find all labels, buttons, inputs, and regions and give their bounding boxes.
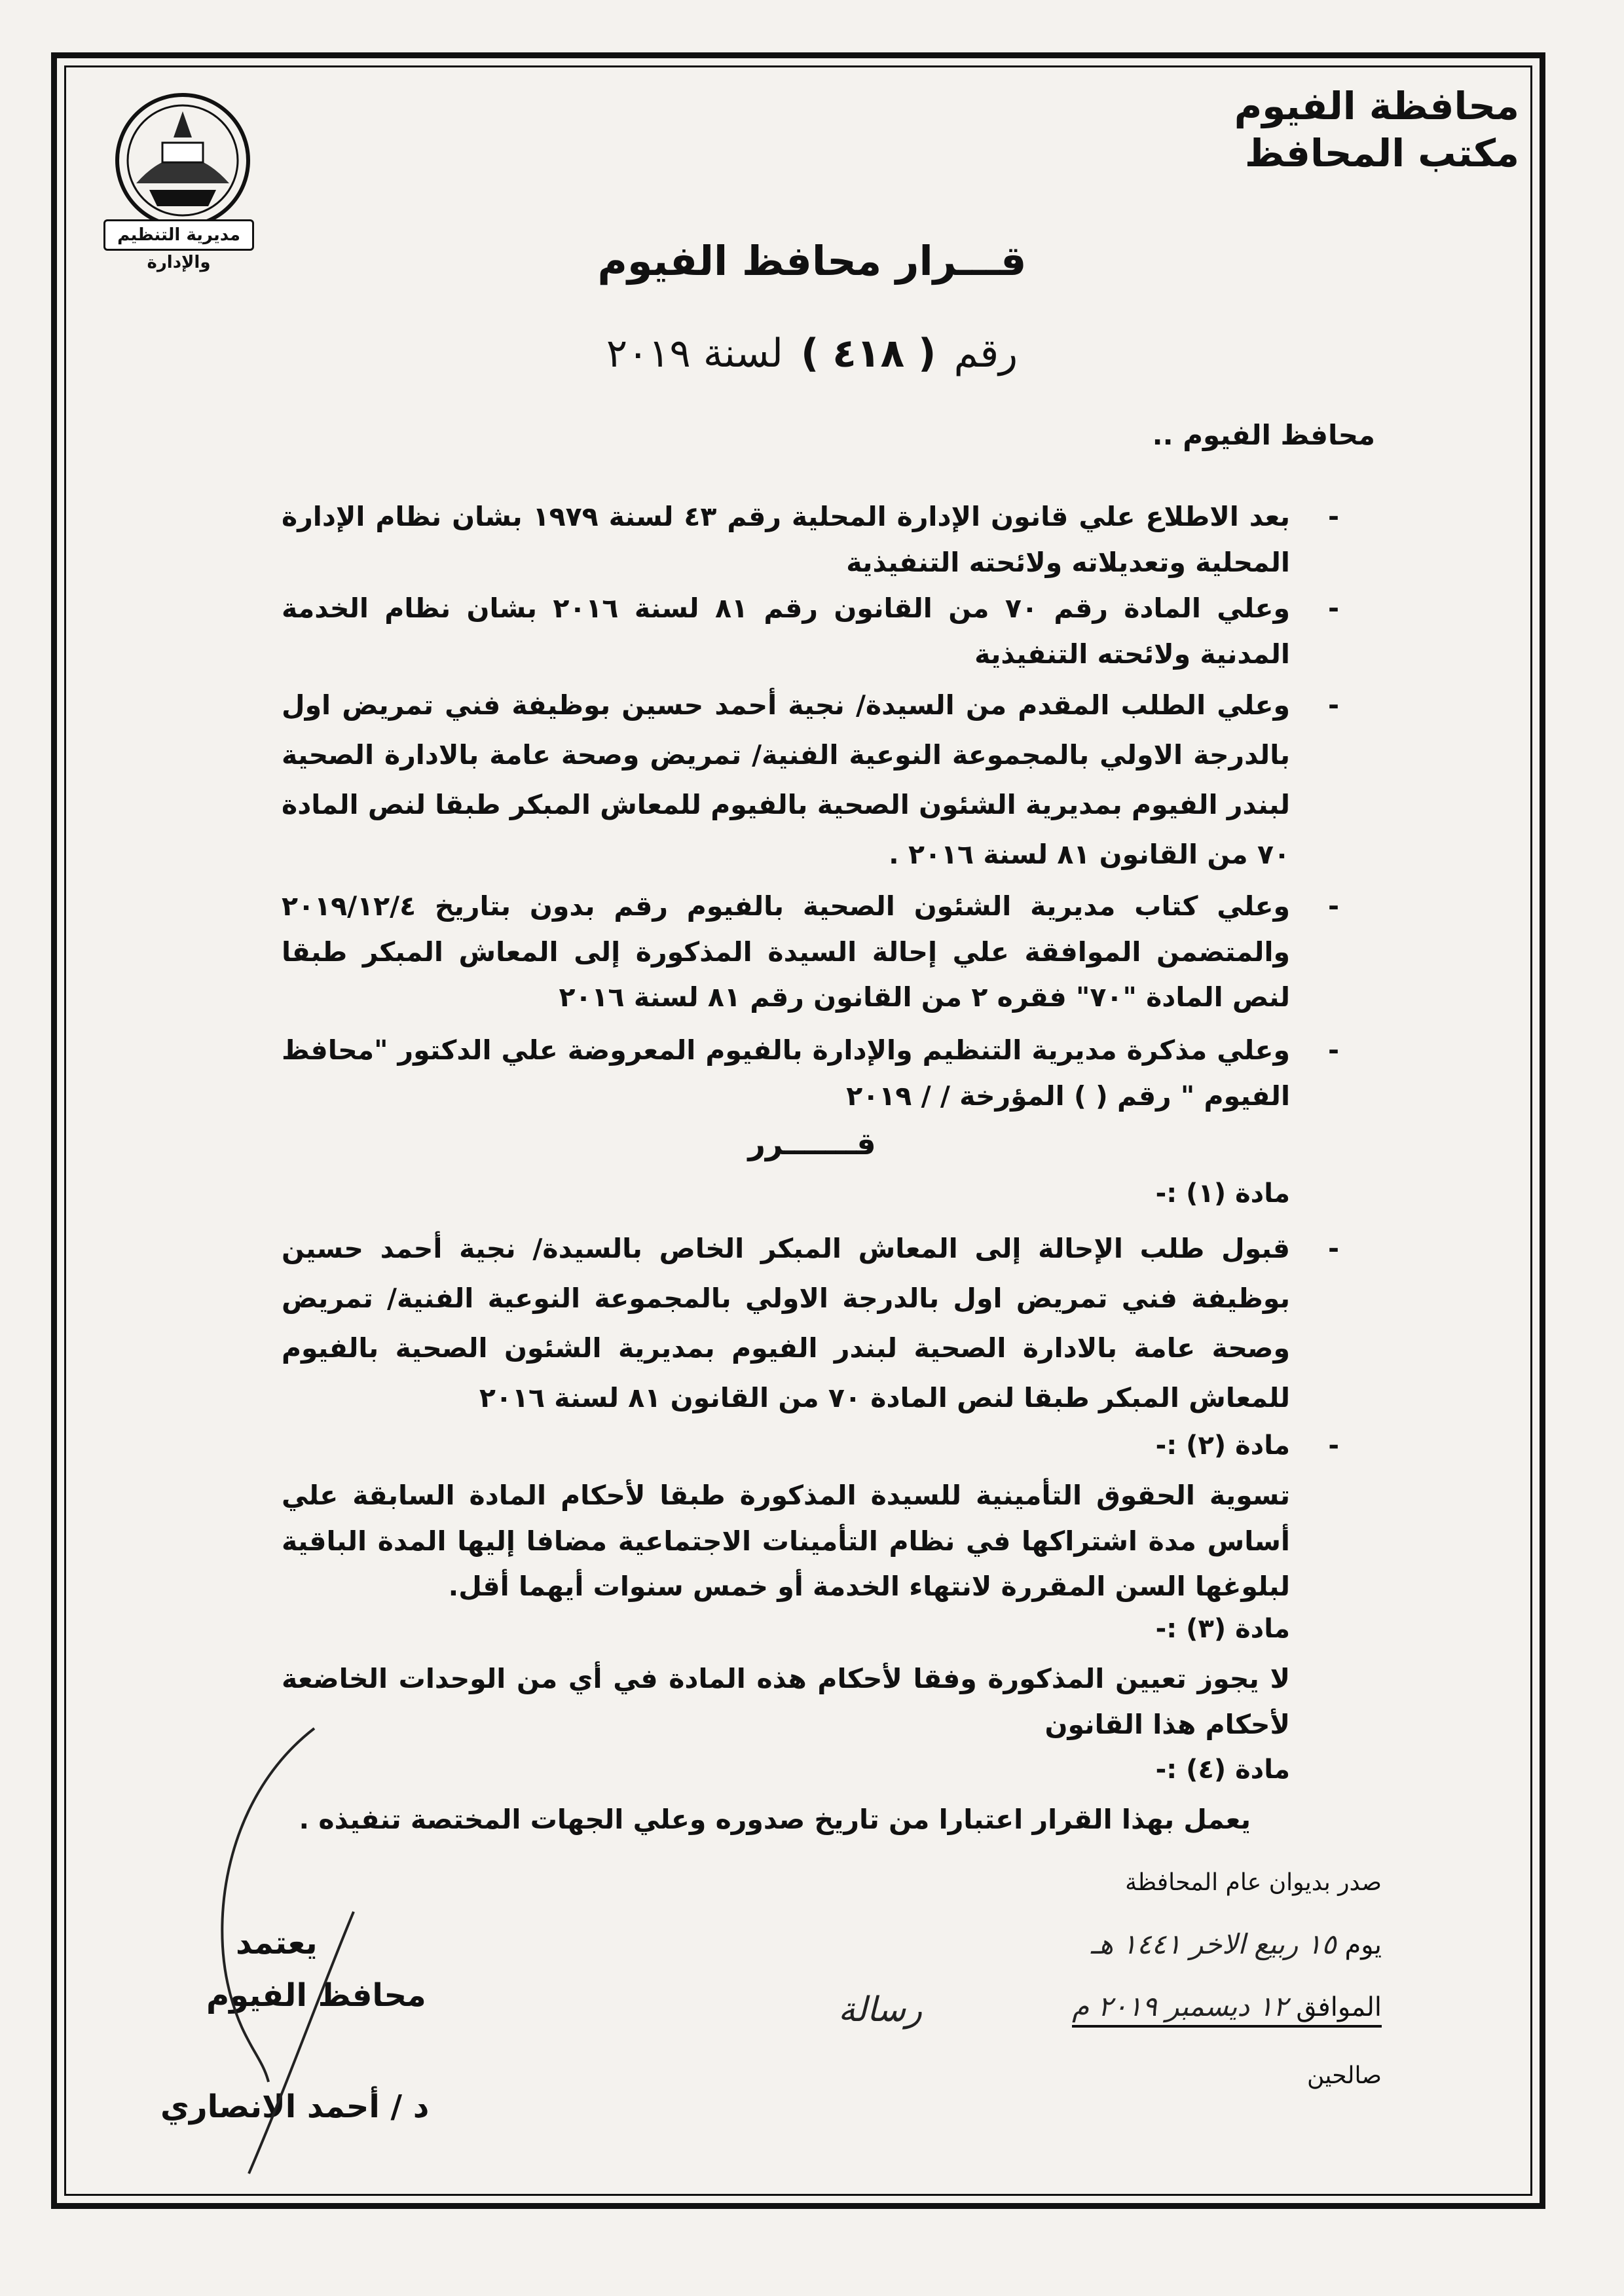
- preamble-item: - وعلي الطلب المقدم من السيدة/ نجية أحمد حسين بوظيفة فني تمريض اول بالدرجة الاولي بالمجموعة النوعية الفنية/ تمريض وصحة عامة بالادارة الصحية لبندر الفيوم بمديرية الشئون الصحية بالفيوم للمعاش المبكر طبقا لنص المادة ٧٠ من القانون ٨١ لسنة ٢٠١٦ .: [282, 681, 1290, 879]
- bullet-dash: -: [1327, 1034, 1339, 1066]
- header-office: مكتب المحافظ: [1244, 131, 1519, 175]
- preamble-item: - وعلي كتاب مديرية الشئون الصحية بالفيوم رقم بدون بتاريخ ٢٠١٩/١٢/٤ والمتضمن الموافقة علي إحالة السيدة المذكورة إلى المعاش المبكر طبقا لنص المادة "٧٠" فقره ٢ من القانون رقم ٨١ لسنة ٢٠١٦: [282, 884, 1290, 1021]
- preamble-item: - وعلي مذكرة مديرية التنظيم والإدارة بالفيوم المعروضة علي الدكتور "محافظ الفيوم " رقم ( ) المؤرخة / / ٢٠١٩: [282, 1028, 1290, 1119]
- article-4-text: يعمل بهذا القرار اعتبارا من تاريخ صدوره وعلي الجهات المختصة تنفيذه .: [299, 1804, 1251, 1835]
- decree-number: ( ٤١٨ ): [800, 331, 936, 376]
- footer-name: صالحين: [1306, 2062, 1382, 2089]
- article-1-text: - قبول طلب الإحالة إلى المعاش المبكر الخاص بالسيدة/ نجية أحمد حسين بوظيفة فني تمريض اول بالدرجة الاولي بالمجموعة النوعية الفنية/ تمريض وصحة عامة بالادارة الصحية لبندر الفيوم بمديرية الشئون الصحية بالفيوم للمعاش المبكر طبقا لنص المادة ٧٠ من القانون ٨١ لسنة ٢٠١٦: [282, 1224, 1290, 1423]
- article-3-heading: مادة (٣) :-: [1155, 1614, 1290, 1644]
- intro-line: محافظ الفيوم ..: [1152, 419, 1375, 451]
- decree-number-line: [0, 331, 1624, 376]
- article-3-text: لا يجوز تعيين المذكورة وفقا لأحكام هذه المادة في أي من الوحدات الخاضعة لأحكام هذا القانون: [282, 1663, 1290, 1740]
- decree-title: قـــرار محافظ الفيوم: [597, 237, 1027, 285]
- bullet-dash: -: [1327, 890, 1339, 922]
- preamble-item: - بعد الاطلاع علي قانون الإدارة المحلية رقم ٤٣ لسنة ١٩٧٩ بشان نظام الإدارة المحلية وتعديلاته ولائحته التنفيذية: [282, 494, 1290, 585]
- bullet-dash: -: [1327, 592, 1339, 624]
- handwritten-initials: رسالة: [838, 1990, 923, 2030]
- handwritten-signature: [190, 1715, 360, 2187]
- greg-date-line: الموافق ١٢ ديسمبر ٢٠١٩ م: [1072, 1990, 1382, 2028]
- bullet-dash: -: [1328, 1430, 1339, 1461]
- governor-name: د / أحمد الانصاري: [160, 2088, 430, 2125]
- bullet-dash: -: [1327, 501, 1339, 532]
- decree-number-prefix: رقم: [953, 331, 1018, 376]
- hijri-date-line: يوم ١٥ ربيع الاخر ١٤٤١ هـ: [1090, 1928, 1382, 1960]
- governorate-seal: [110, 92, 255, 232]
- governor-title: محافظ الفيوم: [206, 1977, 426, 2014]
- approve-label: يعتمد: [236, 1925, 318, 1961]
- seal-label: مديرية التنظيم والإدارة: [103, 219, 254, 251]
- article-1-heading: مادة (١) :-: [1155, 1178, 1290, 1209]
- hijri-date: ١٥ ربيع الاخر ١٤٤١ هـ: [1090, 1928, 1337, 1960]
- header-governorate: محافظة الفيوم: [1234, 84, 1519, 128]
- article-2-text: تسوية الحقوق التأمينية للسيدة المذكورة طبقا لأحكام المادة السابقة علي أساس مدة اشتراكها في نظام التأمينات الاجتماعية مضافا إليها المدة الباقية لبلوغها السن المقررة لانتهاء الخدمة أو خمس سنوات أيهما أقل.: [282, 1480, 1290, 1603]
- bullet-dash: -: [1327, 1233, 1339, 1264]
- preamble-item: - وعلي المادة رقم ٧٠ من القانون رقم ٨١ لسنة ٢٠١٦ بشان نظام الخدمة المدنية ولائحته التنفيذية: [282, 586, 1290, 677]
- article-4-heading: مادة (٤) :-: [1155, 1755, 1290, 1785]
- greg-date: ١٢ ديسمبر ٢٠١٩ م: [1072, 1990, 1288, 2022]
- decree-year: لسنة ٢٠١٩: [606, 331, 783, 376]
- article-2-heading: مادة (٢) :- -: [1155, 1430, 1339, 1461]
- issued-line: صدر بديوان عام المحافظة: [1125, 1869, 1382, 1896]
- decides-heading: قـــــــرر: [748, 1126, 876, 1161]
- bullet-dash: -: [1327, 689, 1339, 721]
